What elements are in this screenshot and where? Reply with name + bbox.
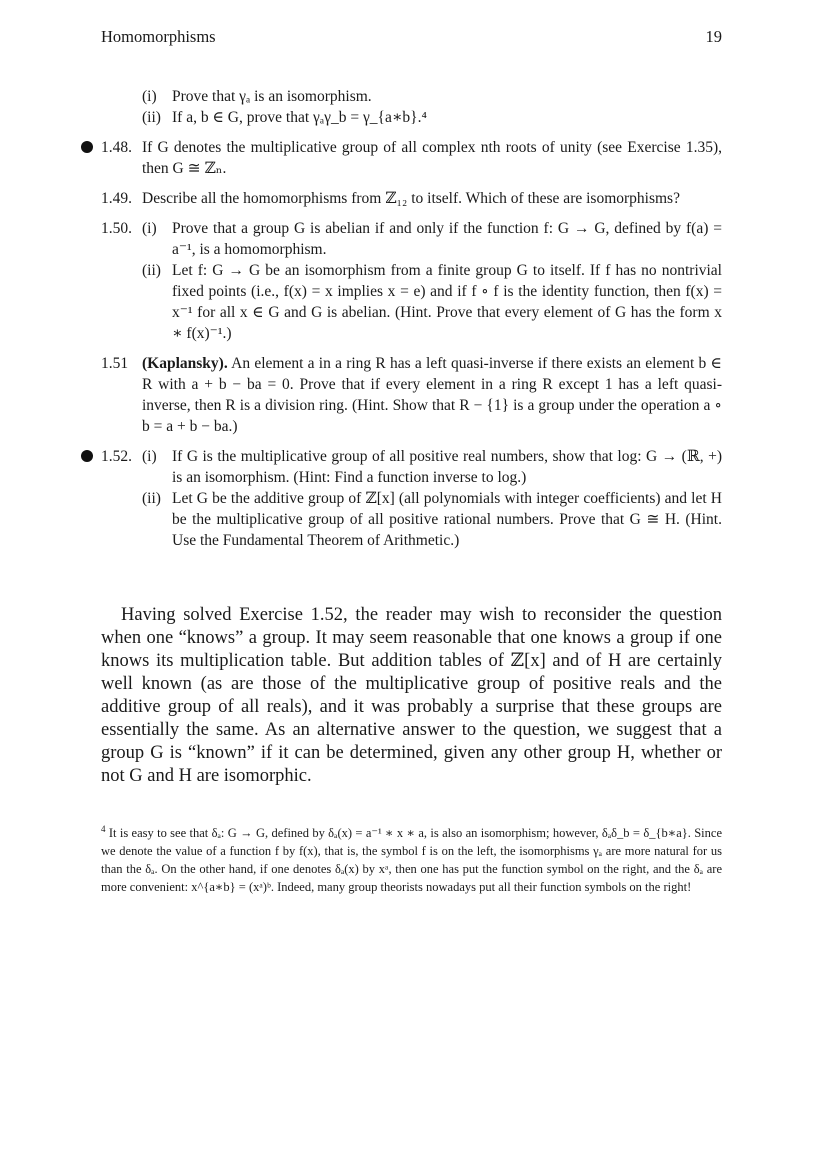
exercise-number: 1.50. xyxy=(101,220,132,237)
part-text: Prove that a group G is abelian if and only if the function f: G → G, defined by f(a) = a⁻¹, is a homomorphism. xyxy=(172,220,722,258)
part-label: (i) xyxy=(142,448,157,465)
running-head: Homomorphisms xyxy=(101,27,216,46)
exercise-1-49 xyxy=(101,188,722,209)
page-number: 19 xyxy=(705,27,722,46)
exercise-1-50 xyxy=(101,218,722,344)
exercise-continuation xyxy=(101,86,722,128)
exercise-text: If G denotes the multiplicative group of all complex nth roots of unity (see Exercise 1.35), then G ≅ ℤₙ. xyxy=(142,139,722,177)
part-text: If a, b ∈ G, prove that γₐγ_b = γ_{a∗b}.⁴ xyxy=(172,109,427,126)
part-text: Prove that γₐ is an isomorphism. xyxy=(172,88,372,105)
bullet-marker-icon xyxy=(81,141,93,153)
exercise-number: 1.51 xyxy=(101,355,129,372)
part-text: Let G be the additive group of ℤ[x] (all polynomials with integer coefficients) and let H be the multiplicative group of all positive rational numbers. Prove that G ≅ H. (Hint. Use the Fundamental Theorem of Arithmetic.) xyxy=(172,490,722,549)
body-paragraph: Having solved Exercise 1.52, the reader may wish to reconsider the question when one “knows” a group. It may seem reasonable that one knows a group if one knows its multiplication table. But addition tables of ℤ[x] and of H are certainly well known (as are those of the multiplicative group of positive reals and the additive group of all reals), and it was probably a surprise that these groups are essentially the same. As an alternative answer to the question, we suggest that a group G is “known” if it can be determined, given any other group H, whether or not G and H are isomorphic. xyxy=(101,605,722,786)
bullet-marker-icon xyxy=(81,450,93,462)
part-label: (ii) xyxy=(142,109,161,126)
exercise-part xyxy=(142,488,722,551)
part-text: If G is the multiplicative group of all positive real numbers, show that log: G → (ℝ, +) is an isomorphism. (Hint: Find a function inverse to log.) xyxy=(172,448,722,486)
exercise-1-51 xyxy=(101,353,722,437)
footnote-marker: 4 xyxy=(101,824,106,834)
exercise-number: 1.48. xyxy=(101,139,132,156)
exercise-body: An element a in a ring R has a left quasi-inverse if there exists an element b ∈ R with a + b − ba = 0. Prove that if every element in a ring R except 1 has a left quasi-inverse, then R is a division ring. (Hint. Show that R − {1} is a group under the operation a ∘ b = a + b − ba.) xyxy=(142,355,722,435)
footnote xyxy=(101,820,722,896)
exercise-attribution: (Kaplansky). xyxy=(142,355,228,372)
exercise-part xyxy=(142,86,722,107)
part-label: (ii) xyxy=(142,262,161,279)
part-text: Let f: G → G be an isomorphism from a finite group G to itself. If f has no nontrivial fixed points (i.e., f(x) = x implies x = e) and if f ∘ f is the identity function, then f(x) = x⁻¹ for all x ∈ G and G is abelian. (Hint. Prove that every element of G has the form x ∗ f(x)⁻¹.) xyxy=(172,262,722,342)
exercise-1-48 xyxy=(101,137,722,179)
exercise-list xyxy=(101,86,722,560)
exercise-text xyxy=(142,353,722,437)
exercise-part xyxy=(142,218,722,260)
part-label: (i) xyxy=(142,88,157,105)
exercise-number: 1.49. xyxy=(101,190,132,207)
part-label: (i) xyxy=(142,220,157,237)
exercise-part xyxy=(142,107,722,128)
part-label: (ii) xyxy=(142,490,161,507)
exercise-number: 1.52. xyxy=(101,448,132,465)
exercise-part xyxy=(142,260,722,344)
exercise-part xyxy=(142,446,722,488)
footnote-text: It is easy to see that δₐ: G → G, defined by δₐ(x) = a⁻¹ ∗ x ∗ a, is also an isomorphism; however, δₐδ_b = δ_{b∗a}. Since we denote the value of a function f by f(x), that is, the symbol f is on the left, the isomorphisms γₐ are more natural for us than the δₐ. On the other hand, if one denotes δₐ(x) by xᵃ, then one has put the function symbol on the right, and the δₐ are more convenient: x^{a∗b} = (xᵃ)ᵇ. Indeed, many group theorists nowadays put all their function symbols on the right! xyxy=(101,826,723,895)
exercise-1-52 xyxy=(101,446,722,551)
exercise-text: Describe all the homomorphisms from ℤ₁₂ to itself. Which of these are isomorphisms? xyxy=(142,190,680,207)
